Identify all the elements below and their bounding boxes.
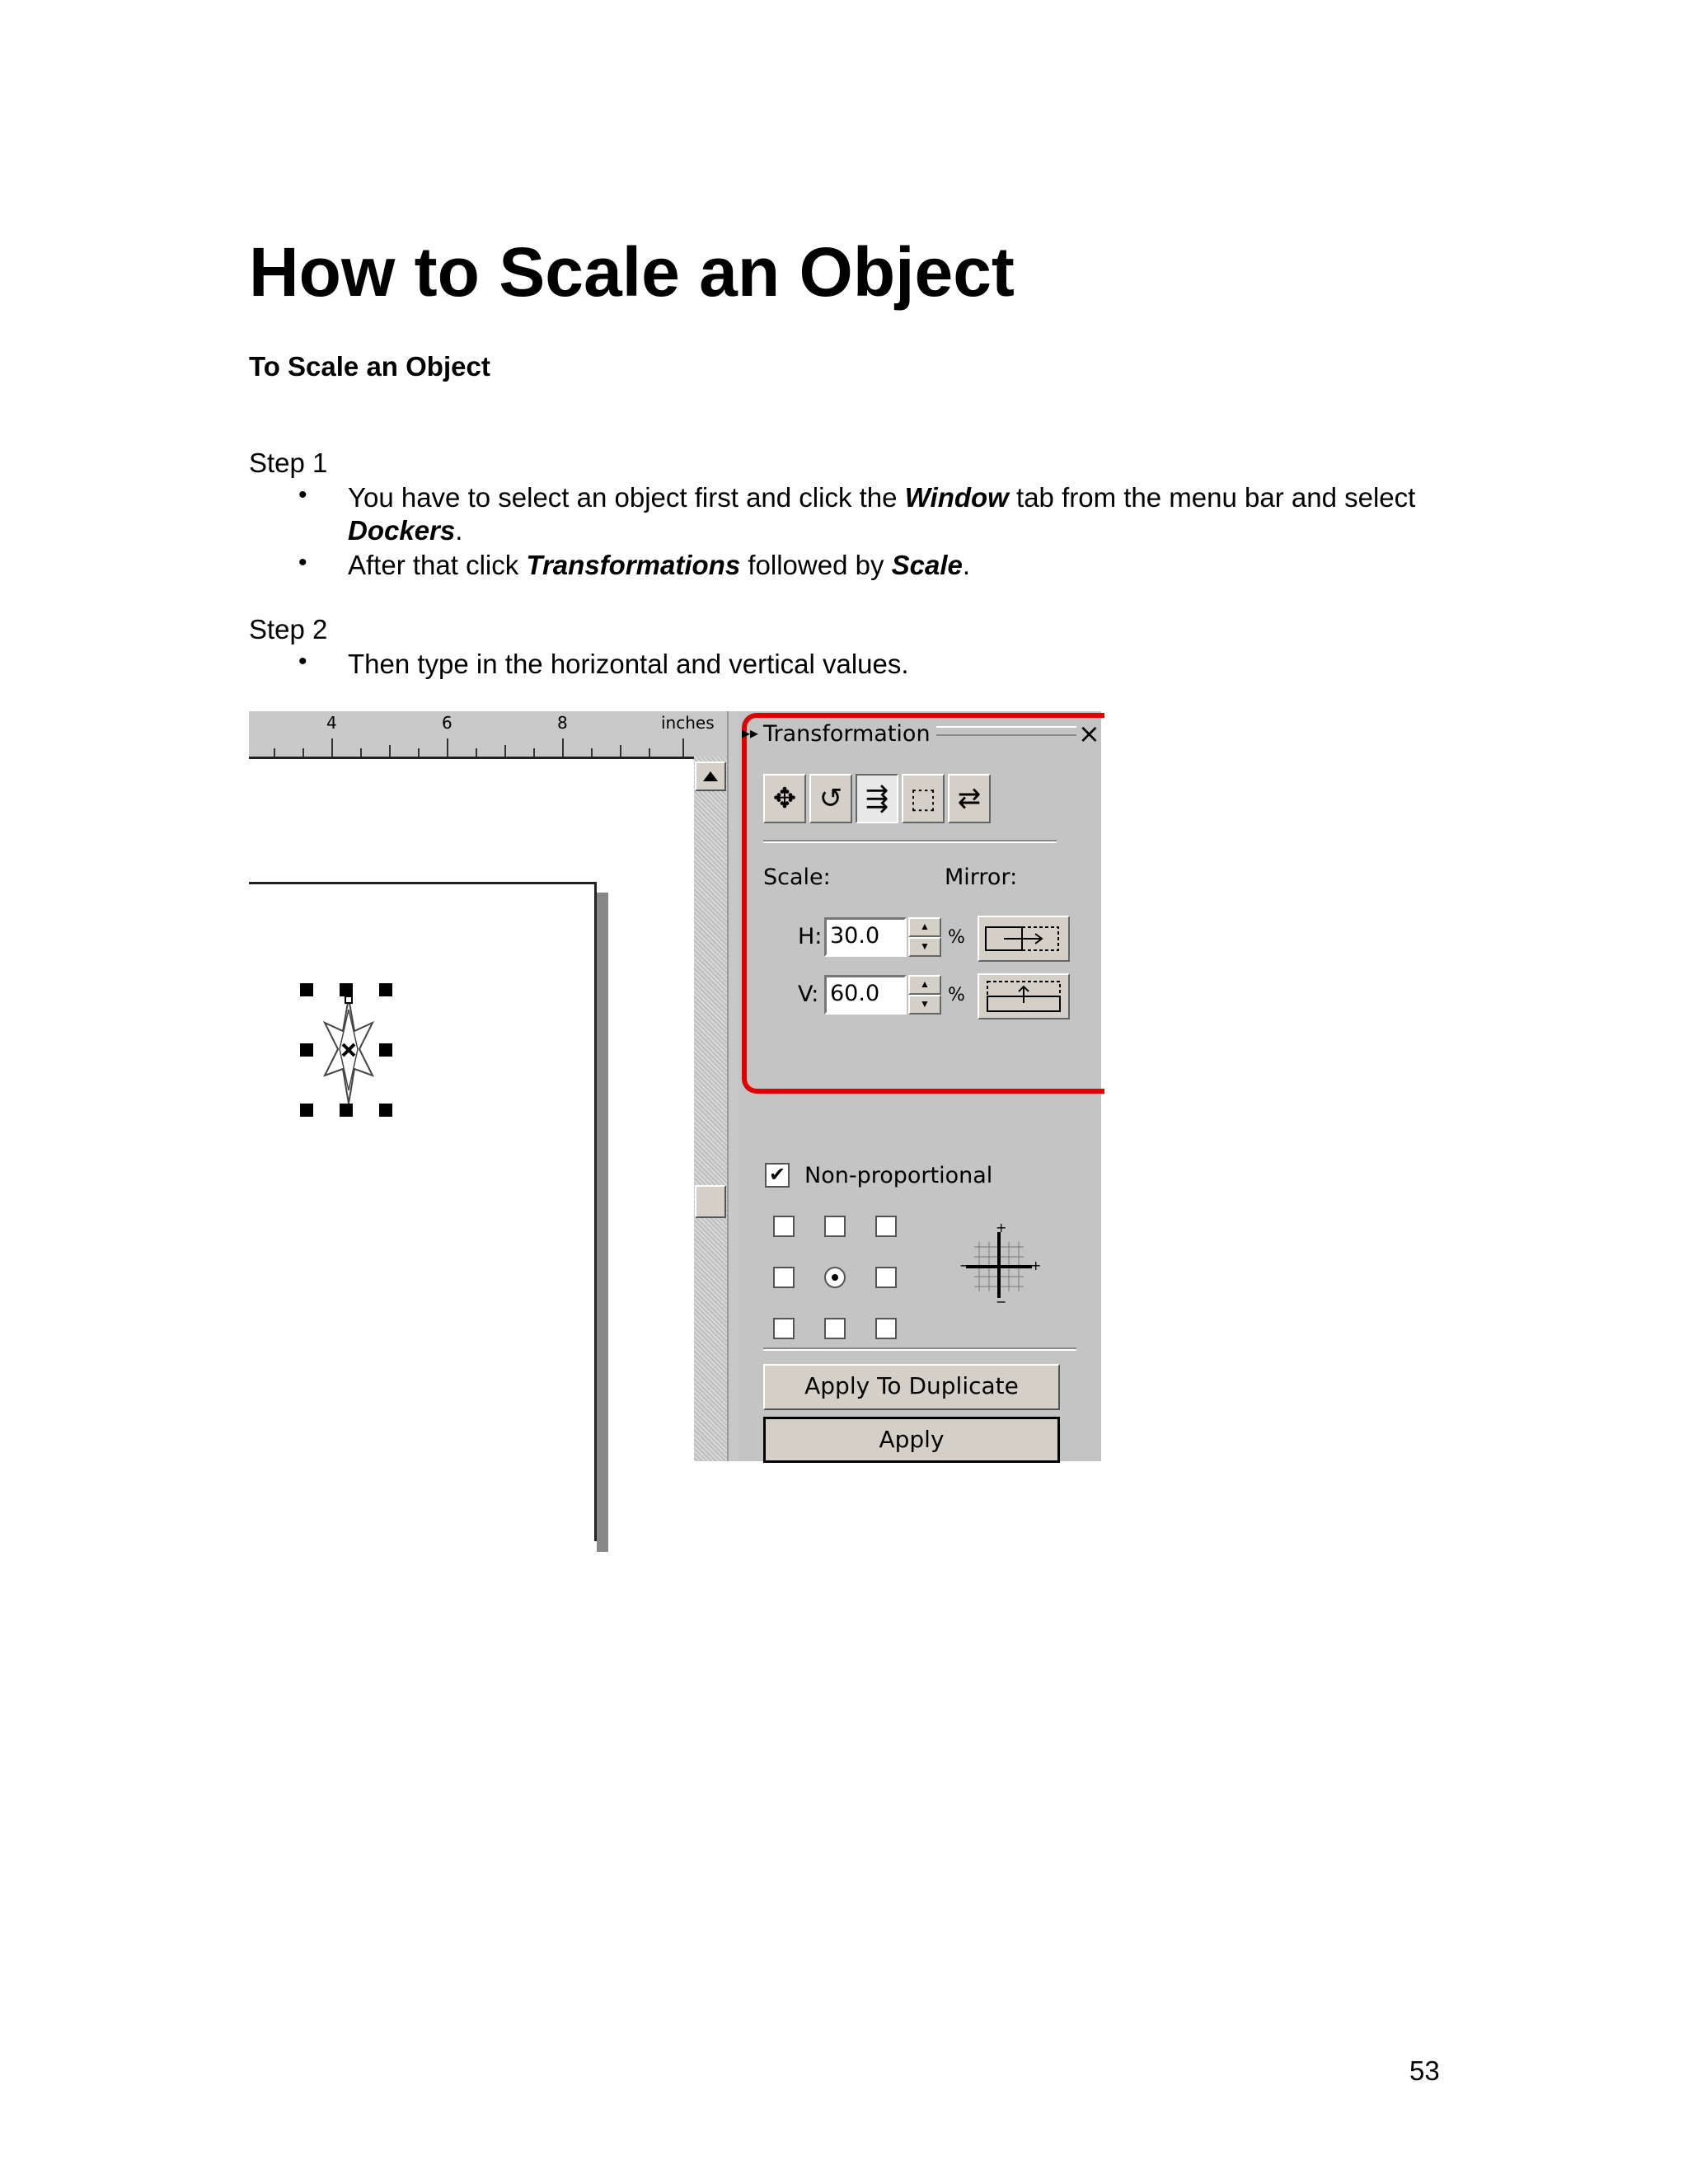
anchor-top-left[interactable] [773,1216,795,1237]
vertical-scrollbar[interactable] [694,757,727,1461]
drawing-canvas[interactable] [249,759,694,1461]
selection-handle[interactable] [300,1043,313,1057]
text-run: . [962,550,971,580]
separator [763,1347,1076,1351]
svg-text:−: − [996,1294,1007,1310]
selection-handle[interactable] [379,1043,392,1057]
text-run: . [455,515,463,546]
highlight-box [742,713,1104,1094]
h-percent: % [948,927,965,948]
scroll-up-button[interactable] [695,762,726,791]
anchor-bottom-right[interactable] [875,1318,897,1339]
scroll-thumb[interactable] [695,1185,726,1218]
separator [763,840,1057,843]
emphasis-scale: Scale [891,550,963,580]
selection-handle[interactable] [340,1104,353,1117]
position-tool-button[interactable] [763,774,806,823]
step1-label: Step 1 [249,448,328,478]
rotate-tool-button[interactable] [809,774,852,823]
h-spinner[interactable] [908,917,941,957]
skew-tool-button[interactable] [948,774,991,823]
text-run: followed by [740,550,892,580]
anchor-bottom-center[interactable] [824,1318,846,1339]
page-shadow [597,893,608,1552]
v-spinner[interactable] [908,975,941,1015]
h-label: H: [798,924,823,949]
bullet-marker: • [298,481,307,509]
v-label: V: [798,982,819,1007]
svg-text:+: + [1030,1258,1042,1273]
close-icon[interactable]: × [1078,718,1100,749]
bullet-marker: • [298,648,307,675]
selection-handle[interactable] [340,983,353,996]
ruler-tick [302,748,304,757]
ruler-tick [476,748,477,757]
skew-icon: ⇄ [957,783,982,814]
v-scale-input[interactable]: 60.0 [824,975,907,1015]
svg-text:+: + [996,1220,1007,1235]
ruler-tick [418,748,420,757]
mirror-vertical-button[interactable] [978,973,1070,1019]
ruler-label: 6 [442,713,452,733]
selection-handle[interactable] [379,1104,392,1117]
selection-handle[interactable] [379,983,392,996]
title-grip [936,726,1076,736]
ruler-tick [649,748,650,757]
rotate-icon: ↺ [818,783,843,814]
ruler-tick [360,748,362,757]
text-run: After that click [348,550,527,580]
ruler-tick [274,748,275,757]
scale-preview-icon [958,1220,1042,1310]
star-object[interactable] [321,998,376,1105]
ruler-tick [447,738,448,757]
anchor-top-center[interactable] [824,1216,846,1237]
ruler-tick [591,748,593,757]
anchor-top-right[interactable] [875,1216,897,1237]
ruler-tick [331,738,333,757]
size-icon: ⬚ [909,783,937,814]
scale-icon: ⇶ [865,783,889,814]
apply-to-duplicate-button[interactable]: Apply To Duplicate [763,1364,1060,1410]
page-number: 53 [1409,2055,1440,2086]
anchor-bottom-left[interactable] [773,1318,795,1339]
ruler-label: 4 [326,713,337,733]
non-proportional-label: Non-proportional [804,1163,993,1188]
ruler-tick [533,748,535,757]
expand-arrows-icon[interactable]: ▸▸ [742,723,759,743]
docker-title: Transformation [763,721,931,747]
non-proportional-checkbox[interactable]: ✔ [765,1163,790,1188]
ruler-tick [504,745,506,757]
section-subtitle: To Scale an Object [249,351,490,382]
anchor-middle-right[interactable] [875,1267,897,1288]
svg-text:−: − [959,1258,971,1273]
step2-bullet1: Then type in the horizontal and vertical values. [348,649,909,679]
selection-handle[interactable] [300,983,313,996]
spin-down-icon[interactable]: ▼ [908,995,941,1015]
ruler-tick [620,745,621,757]
selection-handle[interactable] [300,1104,313,1117]
mirror-horizontal-icon [979,917,1068,960]
position-icon: ✥ [772,783,797,814]
step2-label: Step 2 [249,614,328,644]
step1-bullet1-line2 [348,514,462,547]
spin-down-icon[interactable]: ▼ [908,937,941,957]
mirror-horizontal-button[interactable] [978,916,1070,962]
mirror-label: Mirror: [945,865,1018,890]
apply-button[interactable]: Apply [763,1417,1060,1463]
arrow-up-icon [696,763,724,790]
scale-label: Scale: [763,865,831,890]
ruler-unit: inches [661,713,715,733]
radio-dot-icon [832,1274,838,1281]
spin-up-icon[interactable]: ▲ [908,975,941,995]
page-border-top [249,882,595,884]
anchor-middle-left[interactable] [773,1267,795,1288]
step1-bullet1-line1 [348,481,1415,514]
mirror-vertical-icon [979,975,1068,1018]
emphasis-dockers: Dockers [348,515,456,546]
emphasis-window: Window [904,482,1009,513]
h-scale-input[interactable]: 30.0 [824,917,907,957]
ruler-tick [562,738,564,757]
screenshot-figure [249,711,1101,1461]
ruler-label: 8 [557,713,568,733]
v-percent: % [948,985,965,1005]
transformation-docker [738,711,1101,1461]
text-run: You have to select an object first and click the [348,482,905,513]
spin-up-icon[interactable]: ▲ [908,917,941,937]
ruler-tick [682,738,684,757]
bullet-marker: • [298,549,307,576]
page-title: How to Scale an Object [249,233,1015,311]
ruler-tick [389,745,391,757]
scale-tool-button[interactable] [856,774,898,823]
emphasis-transformations: Transformations [526,550,741,580]
horizontal-ruler[interactable] [249,711,727,759]
step1-bullet2 [348,549,970,582]
size-tool-button[interactable] [902,774,945,823]
text-run: tab from the menu bar and select [1008,482,1416,513]
anchor-center[interactable] [824,1267,846,1288]
